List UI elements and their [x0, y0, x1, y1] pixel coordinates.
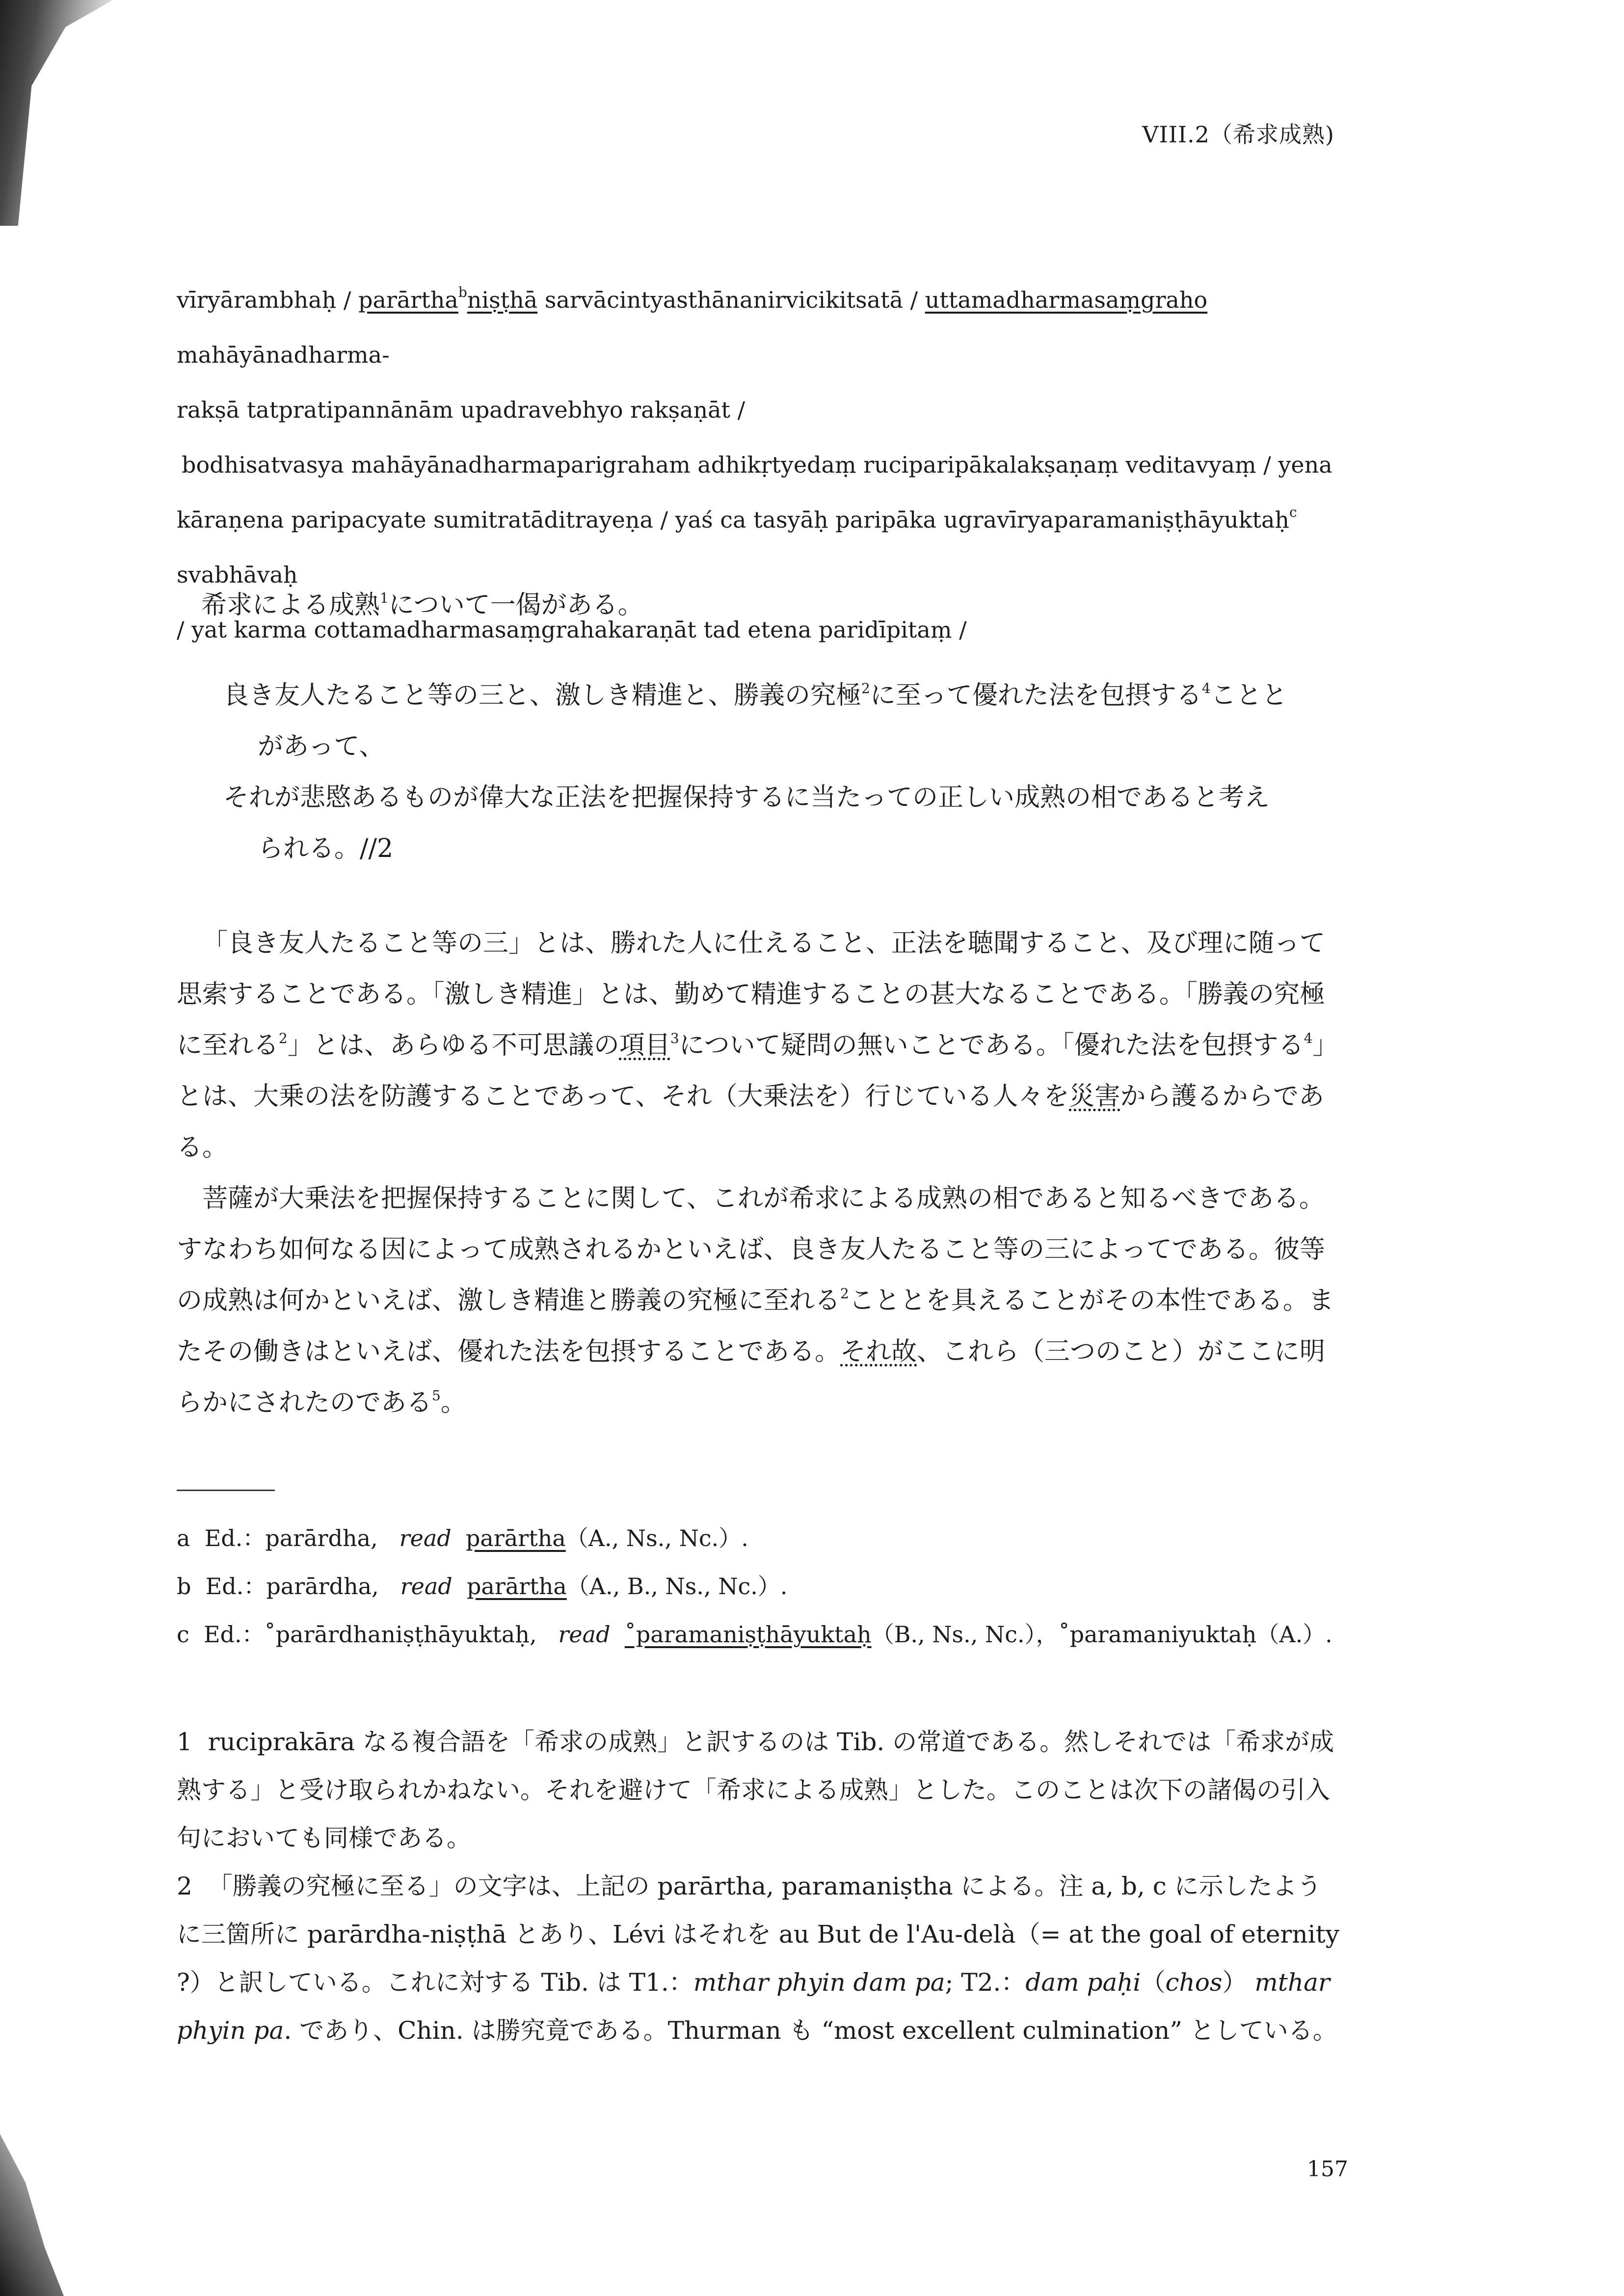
- verse-line-2: があって、: [258, 732, 385, 761]
- verse-line-1: 良き友人たること等の三と、激しき精進と、勝義の究極$^2$に至って優れた法を包摂する$^4$ことと: [223, 680, 1287, 710]
- numbered-notes: [177, 1718, 1345, 2055]
- verse-line-3: それが悲愍あるものが偉大な正法を把握保持するに当たっての正しい成熟の相であると考え: [223, 783, 1270, 812]
- running-header: VIII.2（希求成熟): [1142, 121, 1334, 148]
- scan-shadow-bottom: [0, 2134, 64, 2296]
- sanskrit-line-4: kāraṇena paripacyate sumitratāditrayeṇa / yaś ca tasyāḥ paripāka ugravīryaparamaniṣṭhāyuktaḥ$^c$ svabhāvaḥ: [177, 504, 1297, 588]
- sanskrit-line-3: bodhisatvasya mahāyānadharmaparigraham adhikṛtyedaṃ ruciparipākalakṣaṇaṃ veditavyaṃ / yena: [182, 452, 1332, 478]
- page-number: 157: [1307, 2157, 1348, 2182]
- sanskrit-line-5: / yat karma cottamadharmasaṃgrahakaraṇāt tad etena paridīpitaṃ /: [177, 616, 967, 643]
- scan-shadow-top: [0, 0, 113, 226]
- commentary: [177, 918, 1345, 1428]
- footnote-1: 1 ruciprakāra なる複合語を「希求の成熟」と訳するのは Tib. の常道である。然しそれでは「希求が成熟する」と受け取られかねない。それを避けて「希求による成熟」とした。このことは次下の諸偈の引入句においても同様である。: [177, 1728, 1334, 1852]
- verse-line-4: られる。//2: [258, 834, 394, 863]
- note-c: c Ed.：˚parārdhaniṣṭhāyuktaḥ, read ˚paramaniṣṭhāyuktaḥ（B., Ns., Nc.），˚paramaniyuktaḥ（A.）.: [177, 1621, 1332, 1648]
- note-a: a Ed.：parārdha, read parārtha（A., Ns., Nc.）.: [177, 1525, 748, 1551]
- sanskrit-line-2: rakṣā tatpratipannānām upadravebhyo rakṣaṇāt /: [177, 397, 745, 423]
- commentary-paragraph-1: 「良き友人たること等の三」とは、勝れた人に仕えること、正法を聴聞すること、及び理に随って思索することである。「激しき精進」とは、勤めて精進することの甚大なることである。「勝義の究極に至れる$^2$」とは、あらゆる不可思議の項目$^3$について疑問の無いことである。「優れた法を包摂する$^4$」とは、大乗の法を防護することであって、それ（大乗法を）行じている人々を災害から護るからである。: [177, 929, 1338, 1162]
- footnote-2: 2 「勝義の究極に至る」の文字は、上記の parārtha, paramaniṣtha による。注 a, b, c に示したように三箇所に parārdha-niṣṭhā とあり、Lévi はそれを au But de l'Au-delà（= at the goal of eternity ?）と訳している。これに対する Tib. は T1.：mthar phyin dam pa; T2.：dam paḥi（chos） mthar phyin pa. であり、Chin. は勝究竟である。Thurman も “most excellent culmination” としている。: [177, 1872, 1339, 2045]
- sanskrit-line-1: vīryārambhaḥ / parārtha$^b$niṣṭhā sarvācintyasthānanirvicikitsatā / uttamadharmasaṃgraho mahāyānadharma-: [177, 284, 1208, 368]
- verse: [223, 670, 1347, 874]
- intro-line: 希求による成熟$^1$について一偈がある。: [201, 590, 643, 620]
- footnote-rule: [177, 1490, 275, 1491]
- note-b: b Ed.：parārdha, read parārtha（A., B., Ns., Nc.）.: [177, 1573, 788, 1600]
- commentary-paragraph-2: 菩薩が大乗法を把握保持することに関して、これが希求による成熟の相であると知るべきである。すなわち如何なる因によって成熟されるかといえば、良き友人たること等の三によってである。彼等の成熟は何かといえば、激しき精進と勝義の究極に至れる$^2$こととを具えることがその本性である。またその働きはといえば、優れた法を包摂することである。それ故、これら（三つのこと）がここに明らかにされたのである$^5$。: [177, 1184, 1334, 1417]
- textual-notes: [177, 1514, 1340, 1658]
